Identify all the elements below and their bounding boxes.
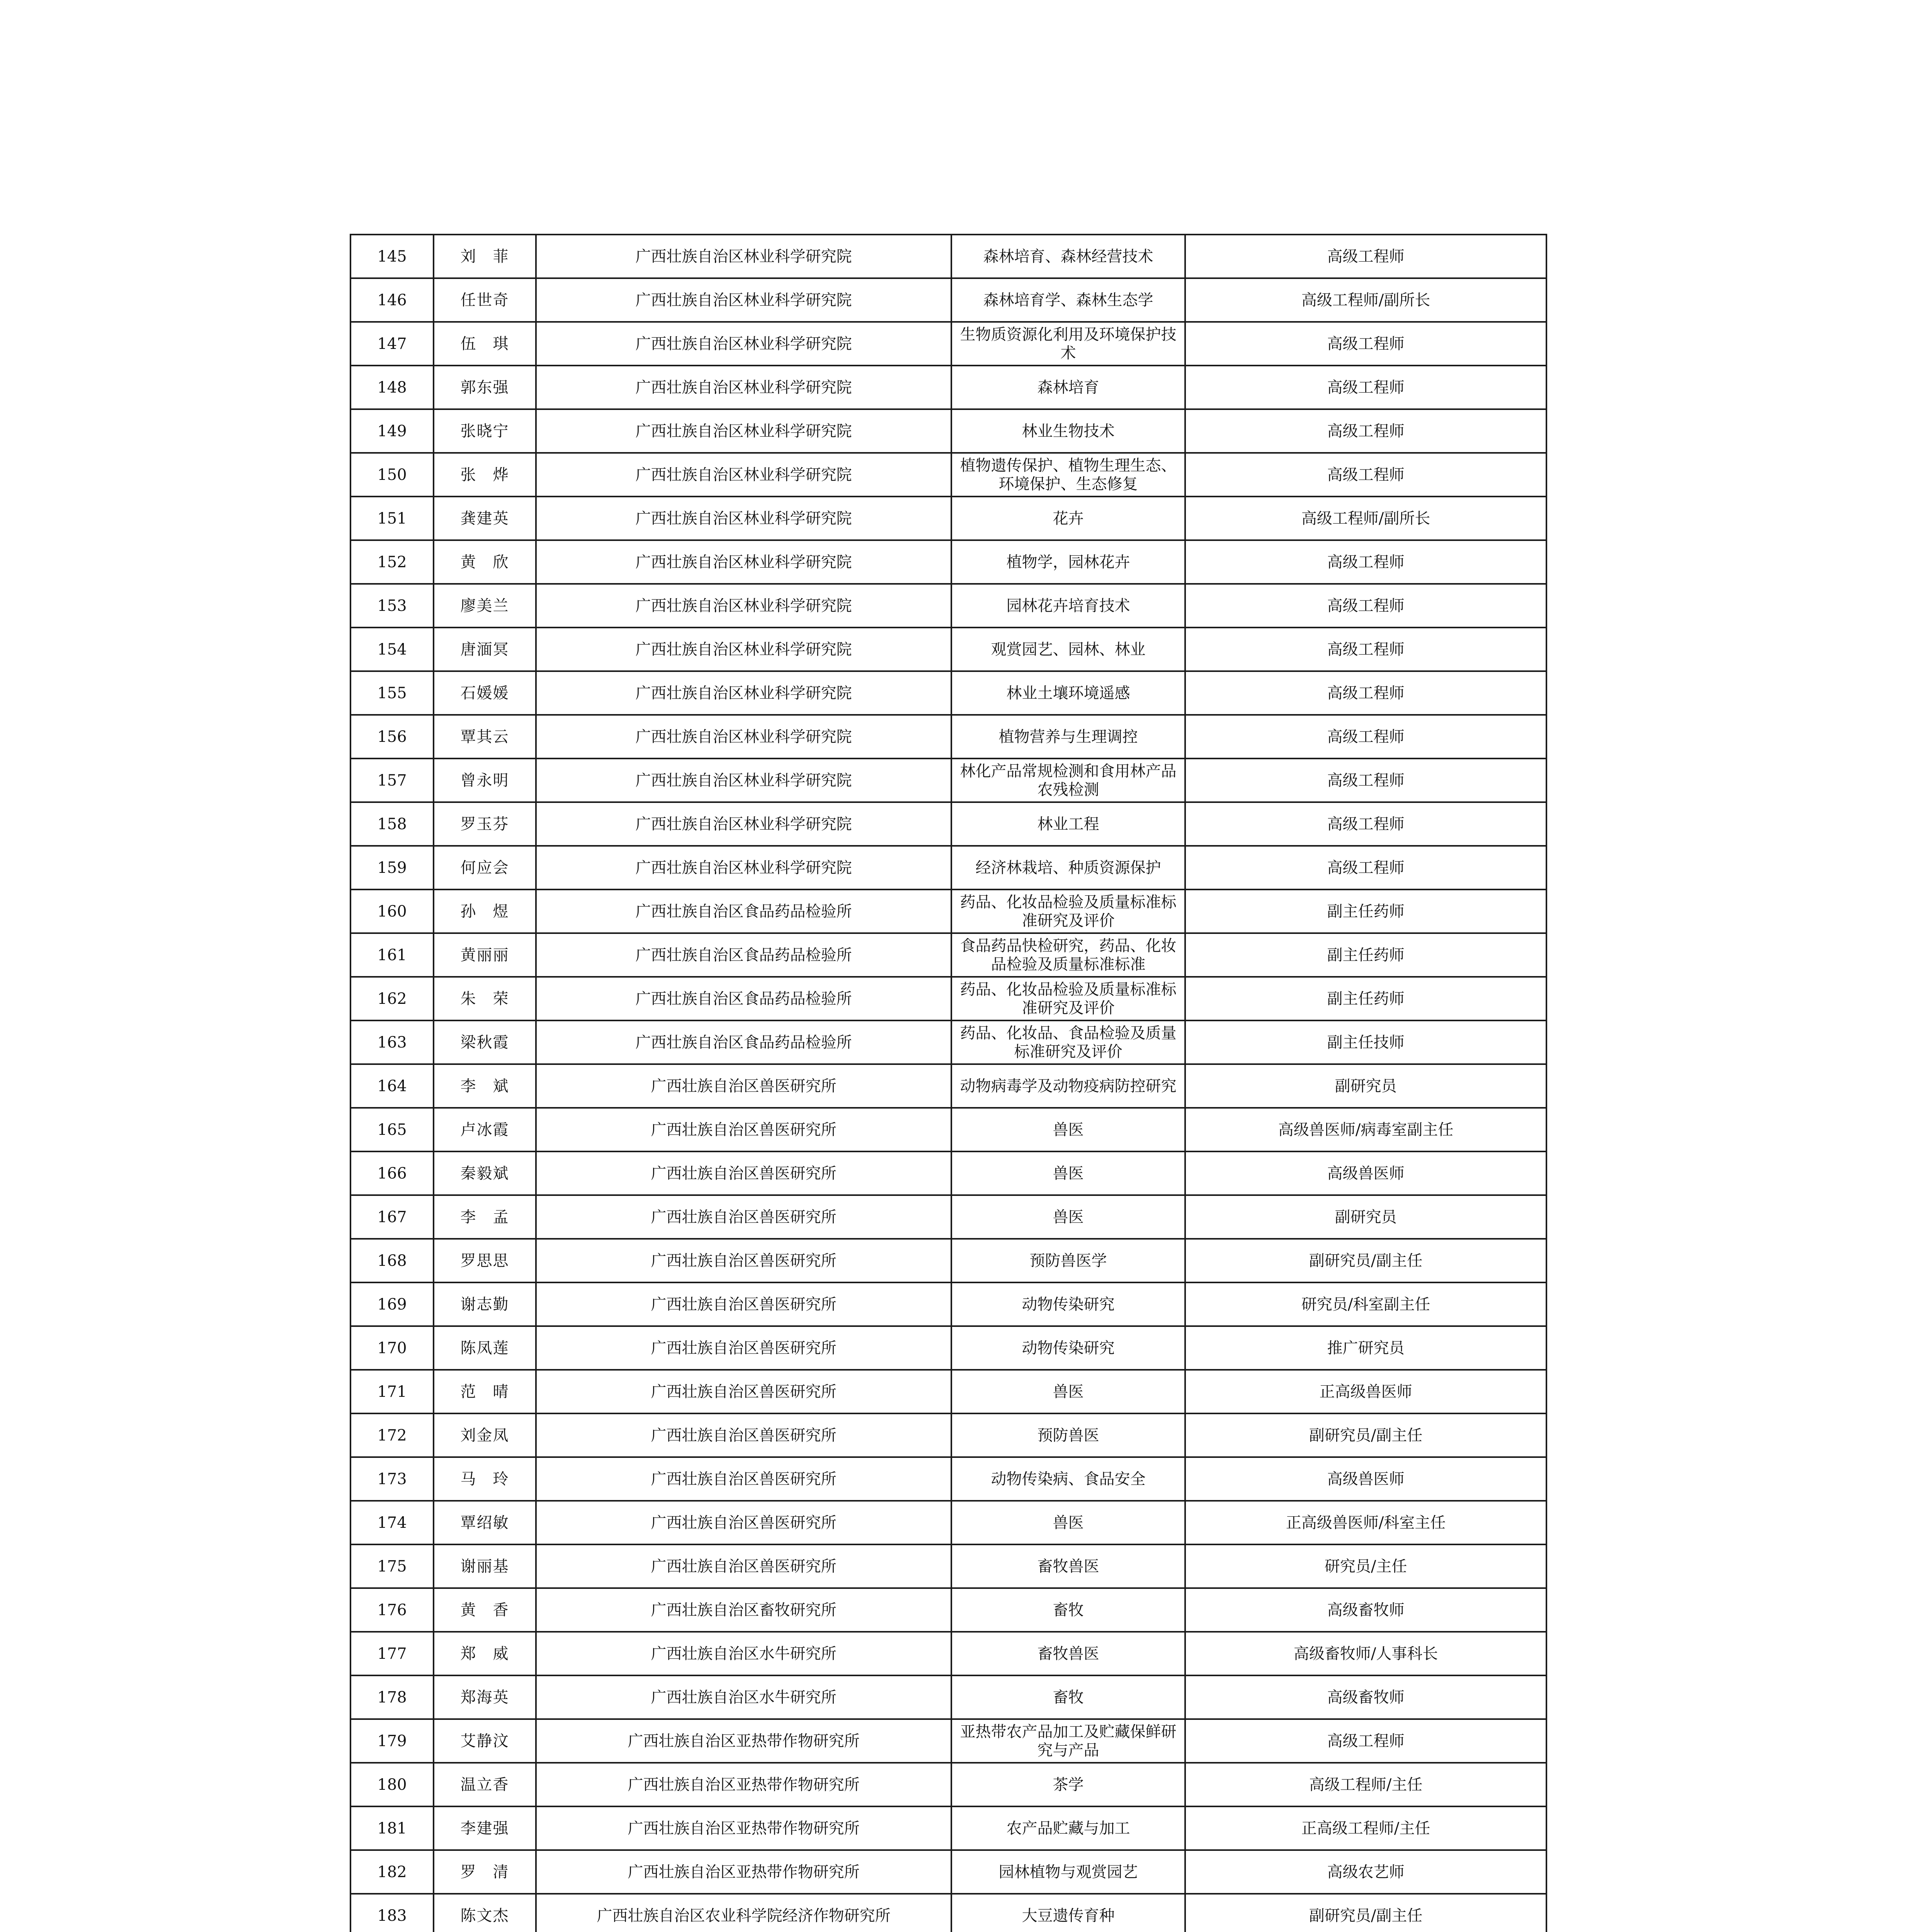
row-number-cell: 180	[350, 1763, 434, 1806]
specialty-cell: 林业工程	[951, 802, 1185, 846]
title-position-cell: 高级工程师	[1185, 759, 1546, 802]
person-name-cell: 郭东强	[434, 366, 536, 409]
specialty-cell: 大豆遗传育种	[951, 1894, 1185, 1932]
title-position-cell: 副主任药师	[1185, 977, 1546, 1020]
specialty-cell: 森林培育、森林经营技术	[951, 235, 1185, 278]
row-number-cell: 183	[350, 1894, 434, 1932]
specialty-cell: 动物传染研究	[951, 1326, 1185, 1370]
row-number-cell: 154	[350, 628, 434, 671]
title-position-cell: 高级畜牧师	[1185, 1588, 1546, 1632]
specialty-cell: 植物学，园林花卉	[951, 540, 1185, 584]
institution-cell: 广西壮族自治区林业科学研究院	[536, 759, 951, 802]
specialty-cell: 兽医	[951, 1195, 1185, 1239]
person-name-cell: 李建强	[434, 1806, 536, 1850]
title-position-cell: 高级工程师	[1185, 322, 1546, 366]
institution-cell: 广西壮族自治区林业科学研究院	[536, 366, 951, 409]
institution-cell: 广西壮族自治区亚热带作物研究所	[536, 1763, 951, 1806]
row-number-cell: 150	[350, 453, 434, 497]
row-number-cell: 165	[350, 1108, 434, 1151]
specialty-cell: 农产品贮藏与加工	[951, 1806, 1185, 1850]
title-position-cell: 副研究员	[1185, 1195, 1546, 1239]
table-row	[350, 1108, 1546, 1151]
specialty-cell: 林化产品常规检测和食用林产品农残检测	[951, 759, 1185, 802]
title-position-cell: 推广研究员	[1185, 1326, 1546, 1370]
specialty-cell: 园林花卉培育技术	[951, 584, 1185, 628]
person-name-cell: 卢冰霞	[434, 1108, 536, 1151]
row-number-cell: 148	[350, 366, 434, 409]
table-row	[350, 1763, 1546, 1806]
title-position-cell: 副研究员	[1185, 1064, 1546, 1108]
institution-cell: 广西壮族自治区兽医研究所	[536, 1326, 951, 1370]
table-row	[350, 1413, 1546, 1457]
table-row	[350, 671, 1546, 715]
person-name-cell: 伍 琪	[434, 322, 536, 366]
title-position-cell: 高级工程师	[1185, 715, 1546, 759]
person-name-cell: 刘 菲	[434, 235, 536, 278]
row-number-cell: 172	[350, 1413, 434, 1457]
table-row	[350, 977, 1546, 1020]
row-number-cell: 182	[350, 1850, 434, 1894]
row-number-cell: 147	[350, 322, 434, 366]
title-position-cell: 副研究员/副主任	[1185, 1239, 1546, 1282]
person-name-cell: 朱 荣	[434, 977, 536, 1020]
institution-cell: 广西壮族自治区食品药品检验所	[536, 933, 951, 977]
expert-roster-table	[350, 234, 1547, 1932]
person-name-cell: 李 斌	[434, 1064, 536, 1108]
institution-cell: 广西壮族自治区林业科学研究院	[536, 628, 951, 671]
person-name-cell: 温立香	[434, 1763, 536, 1806]
institution-cell: 广西壮族自治区兽医研究所	[536, 1239, 951, 1282]
person-name-cell: 石媛媛	[434, 671, 536, 715]
table-row	[350, 322, 1546, 366]
table-row	[350, 933, 1546, 977]
table-row	[350, 1544, 1546, 1588]
row-number-cell: 181	[350, 1806, 434, 1850]
table-row	[350, 802, 1546, 846]
table-body	[350, 235, 1546, 1932]
person-name-cell: 艾静汶	[434, 1719, 536, 1763]
table-row	[350, 715, 1546, 759]
row-number-cell: 170	[350, 1326, 434, 1370]
table-row	[350, 1151, 1546, 1195]
person-name-cell: 范 晴	[434, 1370, 536, 1413]
specialty-cell: 动物病毒学及动物疫病防控研究	[951, 1064, 1185, 1108]
table-row	[350, 1588, 1546, 1632]
person-name-cell: 罗 清	[434, 1850, 536, 1894]
title-position-cell: 副主任药师	[1185, 933, 1546, 977]
row-number-cell: 173	[350, 1457, 434, 1501]
title-position-cell: 高级畜牧师/人事科长	[1185, 1632, 1546, 1675]
table-row	[350, 1239, 1546, 1282]
table-row	[350, 278, 1546, 322]
title-position-cell: 高级工程师	[1185, 1719, 1546, 1763]
institution-cell: 广西壮族自治区食品药品检验所	[536, 889, 951, 933]
person-name-cell: 唐湎冥	[434, 628, 536, 671]
specialty-cell: 药品、化妆品、食品检验及质量标准研究及评价	[951, 1020, 1185, 1064]
person-name-cell: 任世奇	[434, 278, 536, 322]
table-row	[350, 1064, 1546, 1108]
institution-cell: 广西壮族自治区林业科学研究院	[536, 846, 951, 889]
institution-cell: 广西壮族自治区林业科学研究院	[536, 409, 951, 453]
title-position-cell: 研究员/科室副主任	[1185, 1282, 1546, 1326]
title-position-cell: 副主任技师	[1185, 1020, 1546, 1064]
specialty-cell: 林业土壤环境遥感	[951, 671, 1185, 715]
specialty-cell: 园林植物与观赏园艺	[951, 1850, 1185, 1894]
specialty-cell: 动物传染病、食品安全	[951, 1457, 1185, 1501]
row-number-cell: 179	[350, 1719, 434, 1763]
table-row	[350, 1719, 1546, 1763]
row-number-cell: 160	[350, 889, 434, 933]
person-name-cell: 黄丽丽	[434, 933, 536, 977]
institution-cell: 广西壮族自治区兽医研究所	[536, 1282, 951, 1326]
institution-cell: 广西壮族自治区林业科学研究院	[536, 497, 951, 540]
row-number-cell: 149	[350, 409, 434, 453]
row-number-cell: 158	[350, 802, 434, 846]
table-row	[350, 1806, 1546, 1850]
title-position-cell: 高级工程师	[1185, 540, 1546, 584]
title-position-cell: 高级工程师	[1185, 846, 1546, 889]
institution-cell: 广西壮族自治区亚热带作物研究所	[536, 1806, 951, 1850]
person-name-cell: 龚建英	[434, 497, 536, 540]
institution-cell: 广西壮族自治区林业科学研究院	[536, 322, 951, 366]
table-row	[350, 1195, 1546, 1239]
row-number-cell: 156	[350, 715, 434, 759]
specialty-cell: 森林培育学、森林生态学	[951, 278, 1185, 322]
person-name-cell: 覃绍敏	[434, 1501, 536, 1544]
institution-cell: 广西壮族自治区兽医研究所	[536, 1151, 951, 1195]
person-name-cell: 秦毅斌	[434, 1151, 536, 1195]
person-name-cell: 刘金凤	[434, 1413, 536, 1457]
row-number-cell: 151	[350, 497, 434, 540]
institution-cell: 广西壮族自治区食品药品检验所	[536, 1020, 951, 1064]
row-number-cell: 178	[350, 1675, 434, 1719]
row-number-cell: 163	[350, 1020, 434, 1064]
row-number-cell: 175	[350, 1544, 434, 1588]
person-name-cell: 何应会	[434, 846, 536, 889]
person-name-cell: 李 孟	[434, 1195, 536, 1239]
specialty-cell: 动物传染研究	[951, 1282, 1185, 1326]
institution-cell: 广西壮族自治区林业科学研究院	[536, 671, 951, 715]
row-number-cell: 168	[350, 1239, 434, 1282]
row-number-cell: 152	[350, 540, 434, 584]
specialty-cell: 畜牧	[951, 1675, 1185, 1719]
table-row	[350, 1894, 1546, 1932]
title-position-cell: 高级工程师	[1185, 235, 1546, 278]
specialty-cell: 食品药品快检研究，药品、化妆品检验及质量标准标准	[951, 933, 1185, 977]
institution-cell: 广西壮族自治区林业科学研究院	[536, 715, 951, 759]
table-row	[350, 1457, 1546, 1501]
person-name-cell: 梁秋霞	[434, 1020, 536, 1064]
institution-cell: 广西壮族自治区兽医研究所	[536, 1457, 951, 1501]
table-row	[350, 759, 1546, 802]
table-row	[350, 1501, 1546, 1544]
table-row	[350, 1020, 1546, 1064]
person-name-cell: 谢丽基	[434, 1544, 536, 1588]
table-row	[350, 1675, 1546, 1719]
person-name-cell: 黄 欣	[434, 540, 536, 584]
title-position-cell: 高级工程师	[1185, 409, 1546, 453]
person-name-cell: 张晓宁	[434, 409, 536, 453]
row-number-cell: 159	[350, 846, 434, 889]
title-position-cell: 正高级兽医师/科室主任	[1185, 1501, 1546, 1544]
institution-cell: 广西壮族自治区林业科学研究院	[536, 584, 951, 628]
specialty-cell: 畜牧兽医	[951, 1632, 1185, 1675]
row-number-cell: 174	[350, 1501, 434, 1544]
row-number-cell: 155	[350, 671, 434, 715]
institution-cell: 广西壮族自治区林业科学研究院	[536, 802, 951, 846]
row-number-cell: 177	[350, 1632, 434, 1675]
specialty-cell: 观赏园艺、园林、林业	[951, 628, 1185, 671]
row-number-cell: 153	[350, 584, 434, 628]
person-name-cell: 曾永明	[434, 759, 536, 802]
specialty-cell: 兽医	[951, 1370, 1185, 1413]
row-number-cell: 176	[350, 1588, 434, 1632]
institution-cell: 广西壮族自治区水牛研究所	[536, 1675, 951, 1719]
table-row	[350, 1632, 1546, 1675]
specialty-cell: 预防兽医	[951, 1413, 1185, 1457]
specialty-cell: 药品、化妆品检验及质量标准标准研究及评价	[951, 977, 1185, 1020]
person-name-cell: 罗思思	[434, 1239, 536, 1282]
title-position-cell: 高级工程师/副所长	[1185, 497, 1546, 540]
title-position-cell: 高级工程师	[1185, 366, 1546, 409]
title-position-cell: 高级兽医师	[1185, 1151, 1546, 1195]
title-position-cell: 副研究员/副主任	[1185, 1413, 1546, 1457]
institution-cell: 广西壮族自治区林业科学研究院	[536, 235, 951, 278]
specialty-cell: 生物质资源化利用及环境保护技术	[951, 322, 1185, 366]
table-row	[350, 1370, 1546, 1413]
person-name-cell: 张 烨	[434, 453, 536, 497]
title-position-cell: 研究员/主任	[1185, 1544, 1546, 1588]
specialty-cell: 植物营养与生理调控	[951, 715, 1185, 759]
person-name-cell: 陈文杰	[434, 1894, 536, 1932]
table-row	[350, 366, 1546, 409]
specialty-cell: 森林培育	[951, 366, 1185, 409]
title-position-cell: 高级畜牧师	[1185, 1675, 1546, 1719]
institution-cell: 广西壮族自治区兽医研究所	[536, 1064, 951, 1108]
specialty-cell: 林业生物技术	[951, 409, 1185, 453]
title-position-cell: 高级兽医师	[1185, 1457, 1546, 1501]
person-name-cell: 郑 威	[434, 1632, 536, 1675]
person-name-cell: 马 玲	[434, 1457, 536, 1501]
institution-cell: 广西壮族自治区兽医研究所	[536, 1413, 951, 1457]
row-number-cell: 167	[350, 1195, 434, 1239]
table-row	[350, 453, 1546, 497]
specialty-cell: 药品、化妆品检验及质量标准标准研究及评价	[951, 889, 1185, 933]
person-name-cell: 陈凤莲	[434, 1326, 536, 1370]
specialty-cell: 畜牧兽医	[951, 1544, 1185, 1588]
table-row	[350, 628, 1546, 671]
person-name-cell: 覃其云	[434, 715, 536, 759]
title-position-cell: 高级工程师	[1185, 628, 1546, 671]
row-number-cell: 162	[350, 977, 434, 1020]
institution-cell: 广西壮族自治区林业科学研究院	[536, 540, 951, 584]
institution-cell: 广西壮族自治区林业科学研究院	[536, 278, 951, 322]
table-row	[350, 1282, 1546, 1326]
institution-cell: 广西壮族自治区农业科学院经济作物研究所	[536, 1894, 951, 1932]
specialty-cell: 兽医	[951, 1151, 1185, 1195]
institution-cell: 广西壮族自治区兽医研究所	[536, 1501, 951, 1544]
title-position-cell: 高级工程师/主任	[1185, 1763, 1546, 1806]
person-name-cell: 黄 香	[434, 1588, 536, 1632]
institution-cell: 广西壮族自治区兽医研究所	[536, 1108, 951, 1151]
specialty-cell: 植物遗传保护、植物生理生态、环境保护、生态修复	[951, 453, 1185, 497]
row-number-cell: 164	[350, 1064, 434, 1108]
institution-cell: 广西壮族自治区亚热带作物研究所	[536, 1850, 951, 1894]
specialty-cell: 花卉	[951, 497, 1185, 540]
specialty-cell: 兽医	[951, 1501, 1185, 1544]
table-row	[350, 1850, 1546, 1894]
table-row	[350, 497, 1546, 540]
table-row	[350, 540, 1546, 584]
row-number-cell: 145	[350, 235, 434, 278]
person-name-cell: 廖美兰	[434, 584, 536, 628]
institution-cell: 广西壮族自治区食品药品检验所	[536, 977, 951, 1020]
institution-cell: 广西壮族自治区林业科学研究院	[536, 453, 951, 497]
row-number-cell: 166	[350, 1151, 434, 1195]
title-position-cell: 正高级工程师/主任	[1185, 1806, 1546, 1850]
specialty-cell: 亚热带农产品加工及贮藏保鲜研究与产品	[951, 1719, 1185, 1763]
title-position-cell: 高级工程师	[1185, 584, 1546, 628]
table-row	[350, 1326, 1546, 1370]
title-position-cell: 正高级兽医师	[1185, 1370, 1546, 1413]
institution-cell: 广西壮族自治区兽医研究所	[536, 1544, 951, 1588]
institution-cell: 广西壮族自治区亚热带作物研究所	[536, 1719, 951, 1763]
institution-cell: 广西壮族自治区畜牧研究所	[536, 1588, 951, 1632]
institution-cell: 广西壮族自治区兽医研究所	[536, 1370, 951, 1413]
table-row	[350, 235, 1546, 278]
row-number-cell: 161	[350, 933, 434, 977]
specialty-cell: 畜牧	[951, 1588, 1185, 1632]
person-name-cell: 谢志勤	[434, 1282, 536, 1326]
table-row	[350, 584, 1546, 628]
row-number-cell: 157	[350, 759, 434, 802]
institution-cell: 广西壮族自治区水牛研究所	[536, 1632, 951, 1675]
title-position-cell: 高级兽医师/病毒室副主任	[1185, 1108, 1546, 1151]
person-name-cell: 孙 煜	[434, 889, 536, 933]
person-name-cell: 郑海英	[434, 1675, 536, 1719]
row-number-cell: 169	[350, 1282, 434, 1326]
row-number-cell: 146	[350, 278, 434, 322]
table-row	[350, 846, 1546, 889]
title-position-cell: 副研究员/副主任	[1185, 1894, 1546, 1932]
table-row	[350, 889, 1546, 933]
specialty-cell: 经济林栽培、种质资源保护	[951, 846, 1185, 889]
title-position-cell: 高级工程师	[1185, 802, 1546, 846]
specialty-cell: 兽医	[951, 1108, 1185, 1151]
institution-cell: 广西壮族自治区兽医研究所	[536, 1195, 951, 1239]
specialty-cell: 预防兽医学	[951, 1239, 1185, 1282]
title-position-cell: 高级工程师/副所长	[1185, 278, 1546, 322]
row-number-cell: 171	[350, 1370, 434, 1413]
person-name-cell: 罗玉芬	[434, 802, 536, 846]
title-position-cell: 高级农艺师	[1185, 1850, 1546, 1894]
specialty-cell: 茶学	[951, 1763, 1185, 1806]
table-row	[350, 409, 1546, 453]
title-position-cell: 高级工程师	[1185, 453, 1546, 497]
title-position-cell: 副主任药师	[1185, 889, 1546, 933]
title-position-cell: 高级工程师	[1185, 671, 1546, 715]
